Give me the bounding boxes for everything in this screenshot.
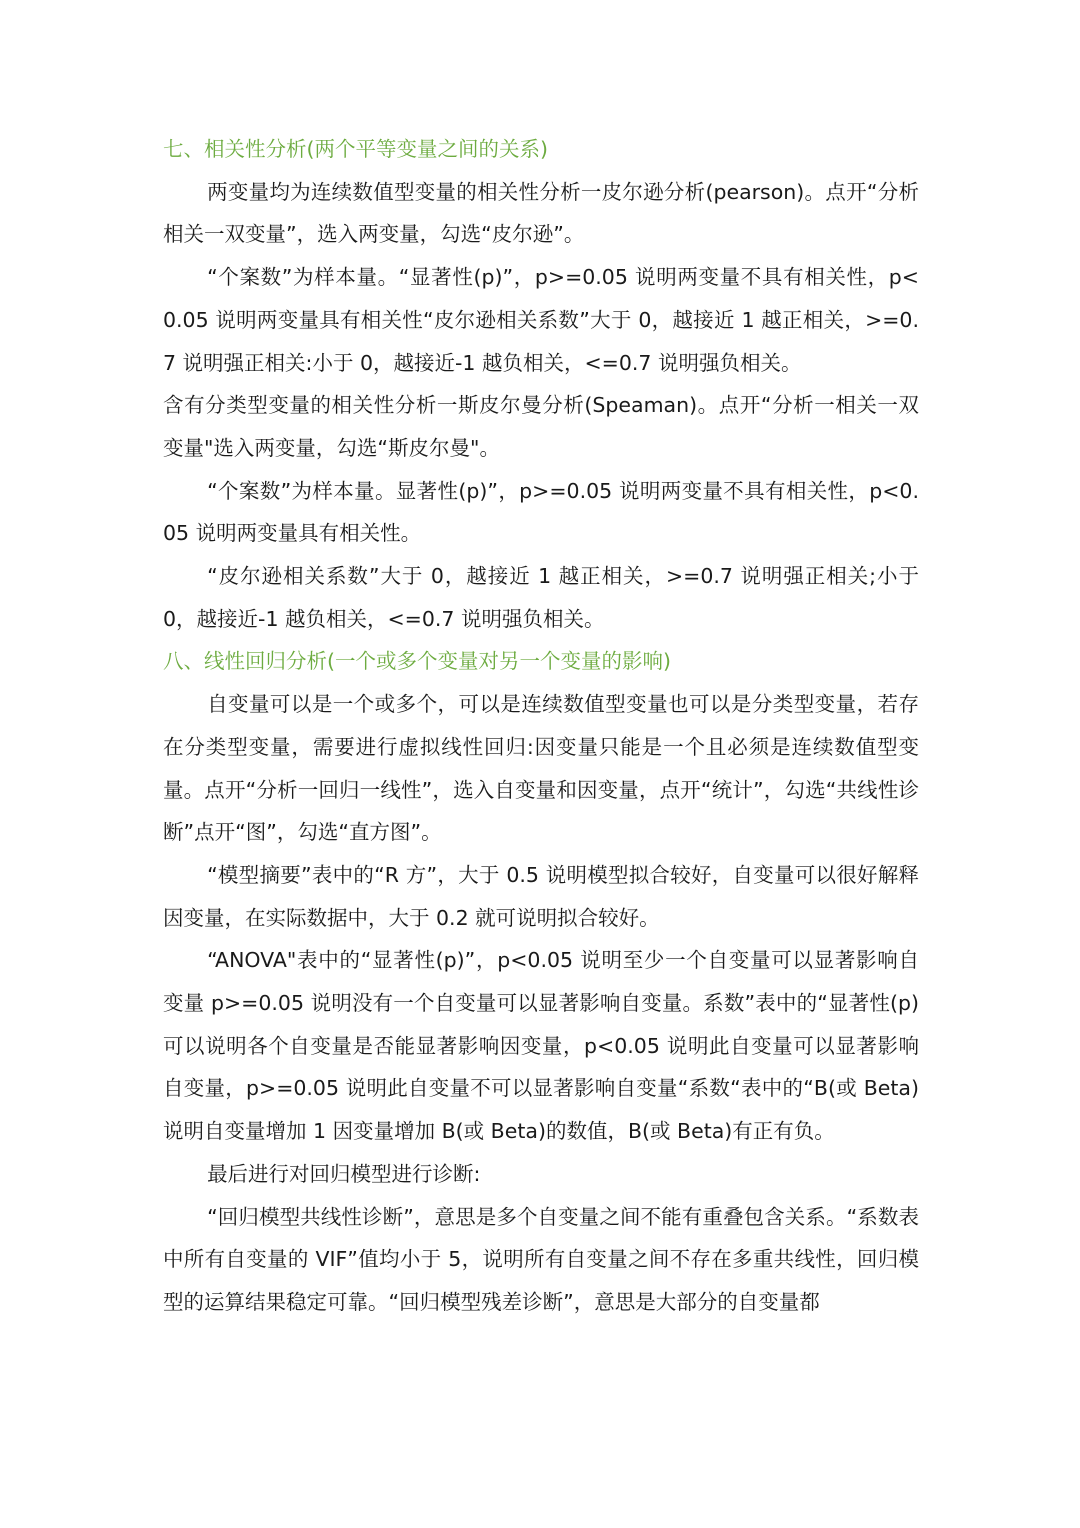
section-8-paragraph-anova: “ANOVA"表中的“显著性(p)”，p<0.05 说明至少一个自变量可以显著影响自变量 p>=0.05 说明没有一个自变量可以显著影响自变量。系数”表中的“显著性(p)可以说明各个自变量是否能显著影响因变量，p<0.05 说明此自变量可以显著影响自变量，p>=0.05 说明此自变量不可以显著影响自变量“系数“表中的“B(或 Beta)说明自变量增加 1 因变量增加 B(或 Beta)的数值，B(或 Beta)有正有负。 [163, 948, 919, 1144]
section-7-paragraph-spearman: 含有分类型变量的相关性分析一斯皮尔曼分析(Speaman)。点开“分析一相关一双变量"选入两变量，勾选“斯皮尔曼"。 [163, 393, 919, 460]
section-8-paragraph-variables: 自变量可以是一个或多个，可以是连续数值型变量也可以是分类型变量，若存在分类型变量，需要进行虚拟线性回归:因变量只能是一个且必须是连续数值型变量。点开“分析一回归一线性”，选入自变量和因变量，点开“统计”，勾选“共线性诊断”点开“图”，勾选“直方图”。 [163, 692, 919, 845]
section-7-paragraph-coefficient: “皮尔逊相关系数”大于 0，越接近 1 越正相关，>=0.7 说明强正相关;小于 0，越接近-1 越负相关，<=0.7 说明强负相关。 [163, 564, 919, 631]
section-8-paragraph-diagnosis-intro: 最后进行对回归模型进行诊断: [207, 1161, 481, 1186]
section-8-paragraph-model-summary: “模型摘要”表中的“R 方”，大于 0.5 说明模型拟合较好，自变量可以很好解释因变量，在实际数据中，大于 0.2 就可说明拟合较好。 [163, 862, 919, 930]
section-7-heading: 七、相关性分析(两个平等变量之间的关系) [163, 137, 548, 161]
section-8-heading: 八、线性回归分析(一个或多个变量对另一个变量的影响) [163, 649, 671, 674]
section-7-paragraph-pearson-result: “个案数”为样本量。“显著性(p)”，p>=0.05 说明两变量不具有相关性，p<0.05 说明两变量具有相关性“皮尔逊相关系数”大于 0，越接近 1 越正相关，>=0.7 说明强正相关:小于 0，越接近-1 越负相关，<=0.7 说明强负相关。 [163, 265, 919, 375]
document-body [163, 128, 919, 1324]
section-8-paragraph-collinearity: “回归模型共线性诊断”，意思是多个自变量之间不能有重叠包含关系。“系数表中所有自变量的 VIF”值均小于 5，说明所有自变量之间不存在多重共线性，回归模型的运算结果稳定可靠。“回归模型残差诊断”，意思是大部分的自变量都 [163, 1204, 919, 1314]
section-7-paragraph-pearson: 两变量均为连续数值型变量的相关性分析一皮尔逊分析(pearson)。点开“分析相关一双变量”，选入两变量，勾选“皮尔逊”。 [163, 179, 919, 247]
section-7-paragraph-spearman-result: “个案数”为样本量。显著性(p)”，p>=0.05 说明两变量不具有相关性，p<0.05 说明两变量具有相关性。 [163, 478, 919, 546]
